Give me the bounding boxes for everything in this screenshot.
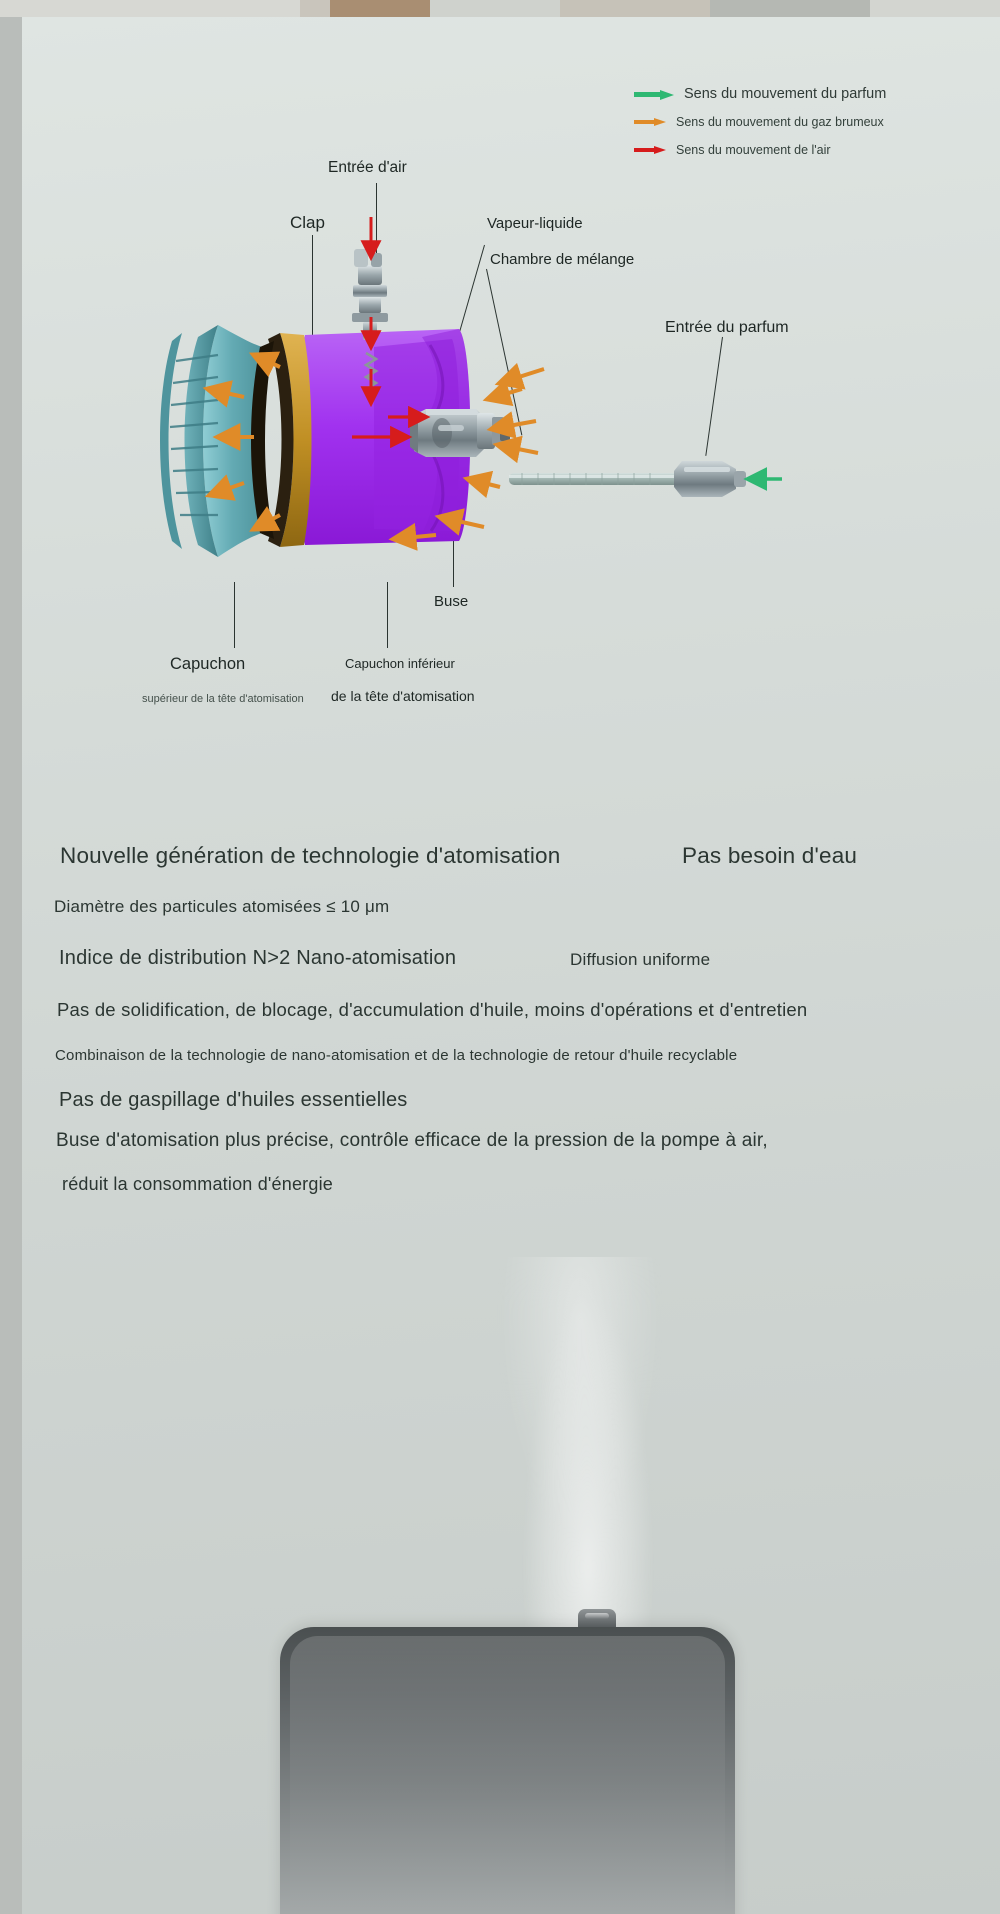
feature-particle-size: Diamètre des particules atomisées ≤ 10 μm [54, 897, 390, 916]
feature-uniform-diffusion: Diffusion uniforme [570, 950, 711, 969]
legend-label-mist-gas: Sens du mouvement du gaz brumeux [676, 115, 884, 129]
device-photo [22, 1257, 1000, 1914]
legend-label-perfume: Sens du mouvement du parfum [684, 86, 887, 102]
strip-segment [0, 0, 300, 17]
callout-upper-cap-line2: supérieur de la tête d'atomisation [142, 693, 304, 705]
callout-lower-cap-line2: de la tête d'atomisation [331, 688, 475, 704]
feature-title: Nouvelle génération de technologie d'atomisation [60, 843, 561, 868]
atomizer-cutaway-diagram [22, 17, 1000, 757]
feature-no-water: Pas besoin d'eau [682, 843, 858, 868]
feature-no-waste: Pas de gaspillage d'huiles essentielles [59, 1089, 408, 1111]
callout-perfume-inlet: Entrée du parfum [665, 319, 789, 336]
valve-cutaway-illustration [22, 17, 1000, 757]
product-info-page [22, 17, 1000, 1914]
callout-upper-cap-line1: Capuchon [170, 655, 246, 673]
callout-lower-cap-line1: Capuchon inférieur [345, 656, 455, 671]
callout-air-inlet: Entrée d'air [328, 159, 407, 176]
strip-segment [870, 0, 1000, 17]
feature-no-clogging: Pas de solidification, de blocage, d'accumulation d'huile, moins d'opérations et d'entretien [57, 999, 808, 1020]
strip-segment [330, 0, 430, 17]
feature-precision-line1: Buse d'atomisation plus précise, contrôle efficace de la pression de la pompe à air, [56, 1130, 768, 1151]
strip-segment [560, 0, 710, 17]
top-photo-strip [0, 0, 1000, 17]
device-housing [280, 1627, 735, 1914]
feature-combination: Combinaison de la technologie de nano-atomisation et de la technologie de retour d'huile recyclable [55, 1047, 738, 1064]
feature-distribution-index: Indice de distribution N>2 Nano-atomisation [59, 947, 457, 969]
callout-nozzle: Buse [434, 593, 469, 610]
callout-clap: Clap [290, 213, 325, 232]
legend-label-air: Sens du mouvement de l'air [676, 143, 831, 157]
strip-segment [300, 0, 330, 17]
callout-mixing-chamber: Chambre de mélange [490, 251, 635, 268]
callout-vapor-liquid: Vapeur-liquide [487, 215, 583, 232]
strip-segment [430, 0, 560, 17]
strip-segment [710, 0, 870, 17]
feature-precision-line2: réduit la consommation d'énergie [62, 1174, 333, 1194]
